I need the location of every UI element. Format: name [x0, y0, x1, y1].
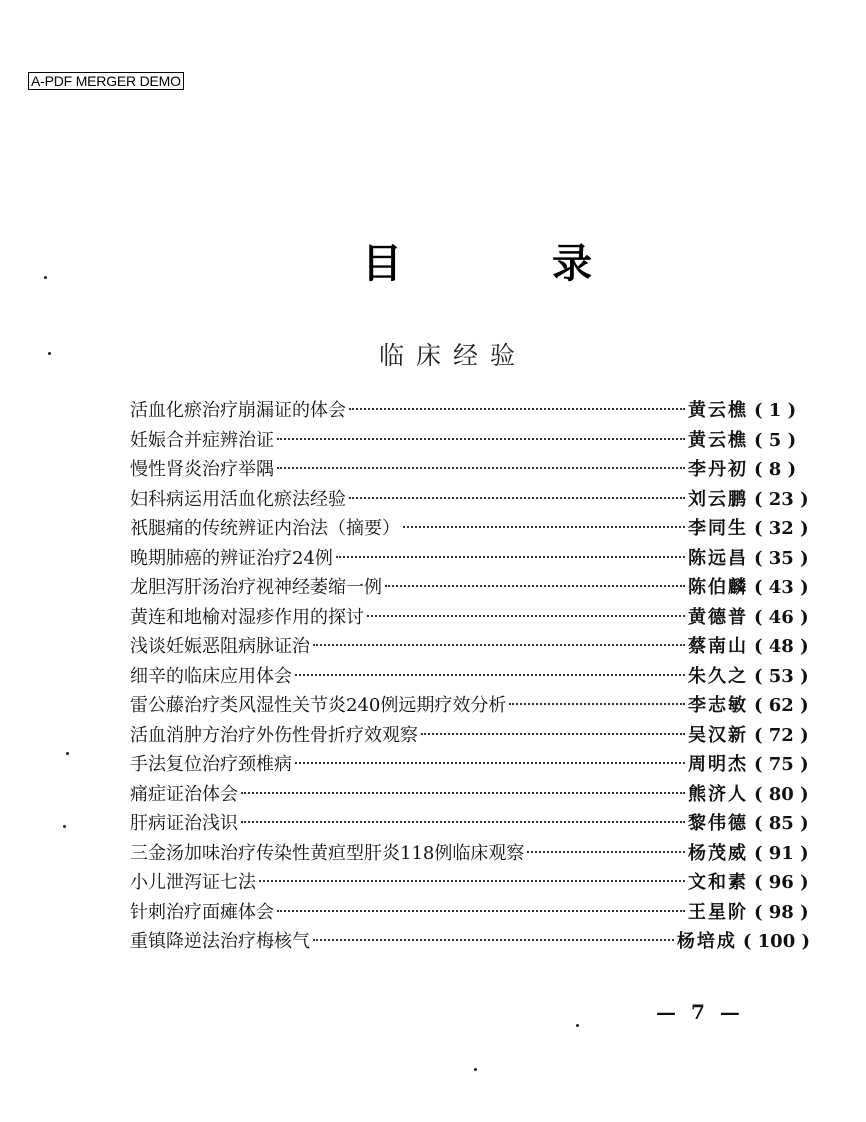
- toc-entry-author: 刘云鹏: [688, 488, 748, 510]
- toc-entry-page: ( 75 ): [754, 754, 809, 775]
- toc-entry: [130, 839, 810, 869]
- toc-entry: [130, 721, 810, 751]
- page-title-char-1: 目: [362, 241, 402, 287]
- toc-entry-title: 雷公藤治疗类风湿性关节炎240例远期疗效分析: [130, 695, 507, 716]
- toc-dot-leader: [277, 467, 685, 469]
- toc-entry-title: 活血化瘀治疗崩漏证的体会: [130, 400, 346, 421]
- toc-dot-leader: [313, 644, 685, 646]
- toc-entry-page: ( 85 ): [754, 813, 809, 834]
- toc-entry: [130, 809, 810, 839]
- toc-entry-author: 李同生: [688, 518, 748, 539]
- toc-entry-author: 黄云樵: [688, 400, 748, 421]
- toc-entry-author: 陈伯麟: [688, 577, 748, 598]
- scan-speck: [44, 276, 47, 279]
- toc-dot-leader: [295, 674, 685, 676]
- toc-entry: [130, 455, 810, 485]
- toc-dot-leader: [336, 556, 685, 558]
- toc-entry-author: 陈远昌: [688, 547, 748, 569]
- toc-entry-page: ( 35 ): [754, 547, 809, 569]
- toc-entry-author: 黄云樵: [688, 429, 748, 451]
- toc-dot-leader: [527, 851, 685, 853]
- toc-entry: [130, 691, 810, 721]
- toc-entry: [130, 927, 810, 957]
- toc-dot-leader: [367, 615, 685, 617]
- toc-entry: [130, 514, 810, 544]
- toc-entry-title: 小儿泄泻证七法: [130, 872, 256, 893]
- toc-entry-page: ( 23 ): [754, 488, 809, 510]
- toc-entry-author: 蔡南山: [688, 636, 748, 657]
- toc-entry-author: 周明杰: [688, 754, 748, 775]
- toc-entry-page: ( 5 ): [754, 429, 797, 451]
- toc-entry-title: 慢性肾炎治疗举隅: [130, 459, 274, 480]
- table-of-contents: [130, 396, 810, 957]
- toc-entry-title: 重镇降逆法治疗梅核气: [130, 931, 310, 952]
- toc-dot-leader: [349, 497, 685, 499]
- toc-entry-title: 三金汤加味治疗传染性黄疸型肝炎118例临床观察: [130, 842, 525, 864]
- toc-entry-title: 黄连和地榆对湿疹作用的探讨: [130, 606, 364, 628]
- toc-entry-page: ( 100 ): [742, 931, 810, 952]
- toc-entry-page: ( 53 ): [754, 665, 809, 687]
- toc-dot-leader: [349, 408, 685, 410]
- toc-entry-author: 吴汉新: [688, 724, 748, 746]
- toc-entry: [130, 603, 810, 633]
- toc-entry-author: 熊济人: [688, 783, 748, 805]
- toc-entry-author: 朱久之: [688, 665, 748, 687]
- toc-entry-page: ( 1 ): [754, 400, 797, 421]
- watermark-label: A-PDF MERGER DEMO: [28, 72, 184, 90]
- toc-dot-leader: [313, 939, 674, 941]
- toc-entry-page: ( 96 ): [754, 872, 809, 893]
- toc-entry-author: 文和素: [688, 872, 748, 893]
- toc-dot-leader: [385, 585, 685, 587]
- toc-dot-leader: [241, 792, 685, 794]
- toc-entry: [130, 426, 810, 456]
- toc-entry-author: 王星阶: [688, 901, 748, 923]
- toc-dot-leader: [277, 438, 685, 440]
- toc-dot-leader: [509, 703, 685, 705]
- toc-entry-title: 针刺治疗面瘫体会: [130, 901, 274, 923]
- toc-entry-title: 活血消肿方治疗外伤性骨折疗效观察: [130, 724, 418, 746]
- scan-speck: [576, 1024, 579, 1027]
- toc-entry-title: 浅谈妊娠恶阻病脉证治: [130, 636, 310, 657]
- toc-entry: [130, 632, 810, 662]
- toc-entry-page: ( 46 ): [754, 606, 809, 628]
- toc-entry: [130, 750, 810, 780]
- section-title: 临床经验: [378, 341, 527, 370]
- toc-entry-page: ( 32 ): [754, 518, 809, 539]
- toc-entry-author: 李丹初: [688, 459, 748, 480]
- toc-dot-leader: [277, 910, 685, 912]
- toc-entry: [130, 485, 810, 515]
- toc-entry: [130, 544, 810, 574]
- toc-dot-leader: [421, 733, 685, 735]
- toc-entry-author: 黄德普: [688, 606, 748, 628]
- toc-entry: [130, 868, 810, 898]
- toc-entry-page: ( 80 ): [754, 783, 809, 805]
- toc-entry-title: 手法复位治疗颈椎病: [130, 754, 292, 775]
- toc-entry-page: ( 48 ): [754, 636, 809, 657]
- page-title-char-2: 录: [552, 241, 592, 287]
- toc-entry-title: 痛症证治体会: [130, 783, 238, 805]
- toc-entry-title: 妊娠合并症辨治证: [130, 429, 274, 451]
- toc-entry-title: 龙胆泻肝汤治疗视神经萎缩一例: [130, 577, 382, 598]
- toc-dot-leader: [241, 821, 685, 823]
- scan-speck: [48, 352, 51, 355]
- page-number: — 7 —: [656, 1000, 744, 1024]
- toc-entry: [130, 396, 810, 426]
- toc-entry-title: 妇科病运用活血化瘀法经验: [130, 488, 346, 510]
- page-title: [0, 236, 866, 296]
- toc-entry-page: ( 43 ): [754, 577, 809, 598]
- scan-speck: [63, 825, 66, 828]
- toc-entry-title: 晚期肺癌的辨证治疗24例: [130, 547, 333, 569]
- toc-entry-author: 黎伟德: [688, 813, 748, 834]
- toc-dot-leader: [259, 880, 685, 882]
- toc-entry-page: ( 72 ): [754, 724, 809, 746]
- toc-entry-page: ( 91 ): [754, 842, 809, 864]
- toc-entry: [130, 898, 810, 928]
- toc-entry-page: ( 62 ): [754, 695, 809, 716]
- toc-dot-leader: [403, 526, 685, 528]
- toc-entry-page: ( 98 ): [754, 901, 809, 923]
- toc-entry: [130, 780, 810, 810]
- toc-entry-title: 祇腿痛的传统辨证内治法（摘要）: [130, 518, 400, 539]
- scan-speck: [66, 752, 69, 755]
- toc-entry-author: 李志敏: [688, 695, 748, 716]
- toc-entry-author: 杨茂威: [688, 842, 748, 864]
- toc-entry-title: 细辛的临床应用体会: [130, 665, 292, 687]
- toc-entry-page: ( 8 ): [754, 459, 797, 480]
- toc-entry: [130, 662, 810, 692]
- toc-entry-author: 杨培成: [676, 931, 737, 952]
- toc-dot-leader: [295, 762, 685, 764]
- toc-entry-title: 肝病证治浅识: [130, 813, 238, 834]
- scan-speck: [474, 1068, 477, 1071]
- toc-entry: [130, 573, 810, 603]
